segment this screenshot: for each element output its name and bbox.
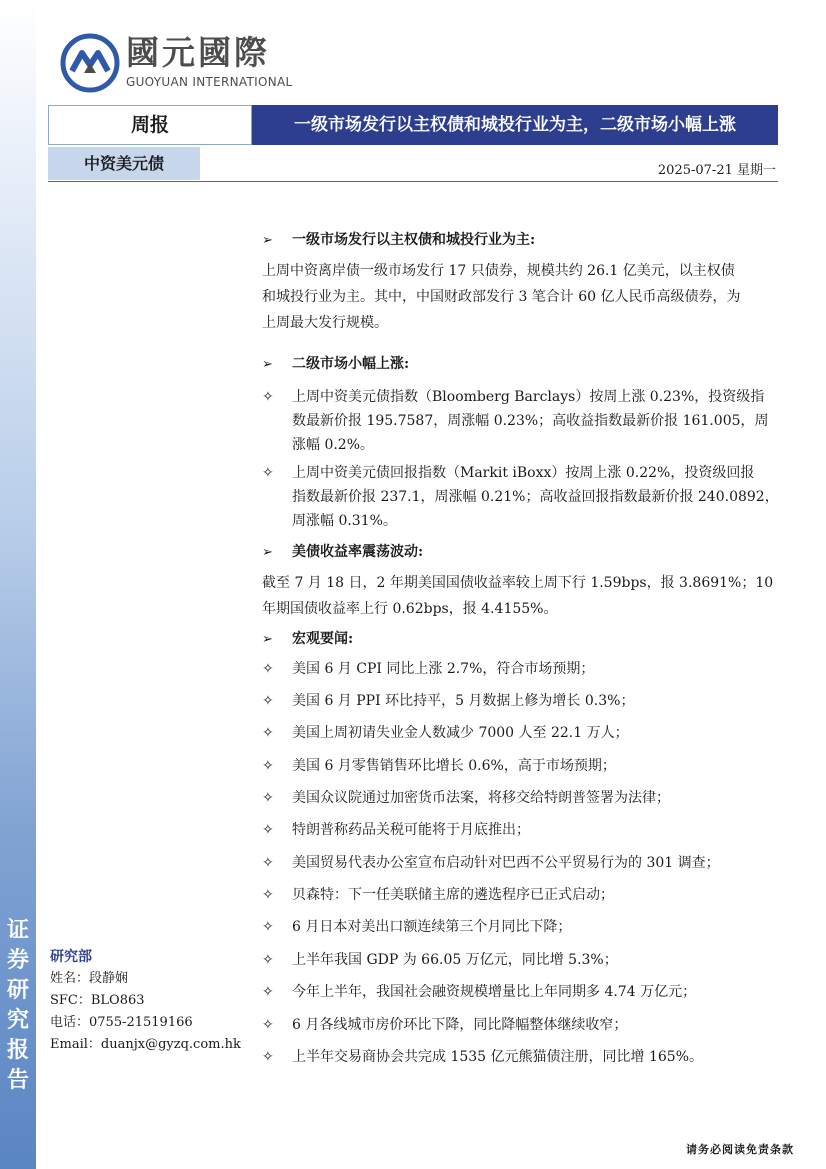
- section-heading-text: 二级市场小幅上涨:: [292, 356, 410, 372]
- section-heading: [262, 229, 535, 249]
- section-heading-text: 一级市场发行以主权债和城投行业为主:: [292, 232, 536, 248]
- diamond-bullet-icon: ✧: [262, 1017, 274, 1033]
- analyst-sfc: SFC：BLO863: [50, 993, 145, 1008]
- diamond-bullet-icon: ✧: [262, 725, 274, 741]
- analyst-phone: 电话：0755-21519166: [50, 1015, 193, 1030]
- diamond-bullet-icon: ✧: [262, 919, 274, 935]
- list-item: [262, 1045, 782, 1069]
- header-title-row: [48, 105, 778, 145]
- list-item-text: 美国贸易代表办公室宣布启动针对巴西不公平贸易行为的 301 调查；: [292, 855, 720, 871]
- list-item-text: 上半年交易商协会共完成 1535 亿元熊猫债注册，同比增 165%。: [292, 1049, 704, 1065]
- guoyuan-logo-icon: [60, 33, 120, 93]
- report-type-label: 周报: [48, 105, 252, 145]
- list-item-text: 贝森特：下一任美联储主席的遴选程序已正式启动；: [292, 887, 614, 903]
- diamond-bullet-icon: ✧: [262, 758, 274, 774]
- sidebar-title: [0, 915, 36, 1095]
- list-item: [262, 786, 782, 810]
- section-heading: [262, 541, 423, 561]
- arrow-bullet-icon: ➢: [262, 632, 273, 647]
- section-paragraph: 截至 7 月 18 日，2 年期美国国债收益率较上周下行 1.59bps，报 3.8691%；10 年期国债收益率上行 0.62bps，报 4.4155%。: [262, 575, 774, 617]
- report-date: 2025-07-21 星期一: [657, 163, 776, 178]
- arrow-bullet-icon: ➢: [262, 357, 273, 372]
- diamond-bullet-icon: ✧: [262, 389, 274, 405]
- analyst-contact: [50, 946, 250, 1056]
- list-item: [262, 461, 782, 533]
- analyst-email[interactable]: Email：duanjx@gyzq.com.hk: [50, 1037, 241, 1052]
- company-logo: [60, 33, 293, 93]
- sidebar-char: 究: [6, 1007, 29, 1033]
- list-item: [262, 689, 782, 713]
- list-item-text: 美国众议院通过加密货币法案，将移交给特朗普签署为法律；: [292, 790, 670, 806]
- department-name: 研究部: [50, 949, 92, 965]
- section-paragraph: 上周中资离岸债一级市场发行 17 只债券，规模共约 26.1 亿美元，以主权债 和城投行业为主。其中，中国财政部发行 3 笔合计 60 亿人民币高级债券，为 上周最大发行规模。: [262, 263, 741, 331]
- list-item: [262, 385, 782, 457]
- arrow-bullet-icon: ➢: [262, 545, 273, 560]
- list-item: [262, 1013, 782, 1037]
- section-heading-text: 美债收益率震荡波动:: [292, 544, 424, 560]
- list-item-text: 美国上周初请失业金人数减少 7000 人至 22.1 万人；: [292, 725, 629, 741]
- analyst-name: 姓名：段静娴: [50, 971, 129, 986]
- list-item-text: 6 月各线城市房价环比下降，同比降幅整体继续收窄；: [292, 1017, 628, 1033]
- diamond-bullet-icon: ✧: [262, 887, 274, 903]
- disclaimer-notice: 请务必阅读免责条款: [686, 1143, 794, 1156]
- list-item-text: 上周中资美元债指数（Bloomberg Barclays）按周上涨 0.23%，投资级指 数最新价报 195.7587，周涨幅 0.23%；高收益指数最新价报 161.005，周 涨幅 0.2%。: [292, 389, 769, 453]
- diamond-bullet-icon: ✧: [262, 822, 274, 838]
- logo-chinese-name: 國元國際: [126, 33, 270, 72]
- diamond-bullet-icon: ✧: [262, 693, 274, 709]
- list-item: [262, 948, 782, 972]
- list-item-text: 上半年我国 GDP 为 66.05 万亿元，同比增 5.3%；: [292, 952, 618, 968]
- list-item-text: 今年上半年，我国社会融资规模增量比上年同期多 4.74 万亿元；: [292, 984, 697, 1000]
- diamond-bullet-icon: ✧: [262, 952, 274, 968]
- list-item-text: 美国 6 月 CPI 同比上涨 2.7%，符合市场预期；: [292, 661, 595, 677]
- section-heading-text: 宏观要闻:: [292, 631, 354, 647]
- side-band: [0, 0, 36, 1169]
- diamond-bullet-icon: ✧: [262, 855, 274, 871]
- logo-english-name: GUOYUAN INTERNATIONAL: [126, 75, 293, 89]
- list-item: [262, 980, 782, 1004]
- header-category-row: [48, 147, 778, 182]
- sidebar-char: 研: [6, 977, 29, 1003]
- list-item: [262, 915, 782, 939]
- section-heading: [262, 628, 353, 648]
- sidebar-char: 告: [6, 1067, 29, 1093]
- sidebar-char: 报: [6, 1037, 29, 1063]
- arrow-bullet-icon: ➢: [262, 233, 273, 248]
- report-category: 中资美元债: [48, 147, 200, 180]
- diamond-bullet-icon: ✧: [262, 984, 274, 1000]
- list-item: [262, 657, 782, 681]
- list-item-text: 美国 6 月 PPI 环比持平，5 月数据上修为增长 0.3%；: [292, 693, 635, 709]
- list-item: [262, 721, 782, 745]
- report-title: 一级市场发行以主权债和城投行业为主，二级市场小幅上涨: [252, 105, 778, 145]
- diamond-bullet-icon: ✧: [262, 661, 274, 677]
- list-item: [262, 883, 782, 907]
- list-item: [262, 754, 782, 778]
- list-item: [262, 818, 782, 842]
- sidebar-char: 证: [6, 917, 29, 943]
- list-item-text: 上周中资美元债回报指数（Markit iBoxx）按周上涨 0.22%，投资级回报 指数最新价报 237.1，周涨幅 0.21%；高收益回报指数最新价报 240.0892， 周涨幅 0.31%。: [292, 465, 779, 529]
- list-item: [262, 851, 782, 875]
- diamond-bullet-icon: ✧: [262, 1049, 274, 1065]
- list-item-text: 美国 6 月零售销售环比增长 0.6%，高于市场预期；: [292, 758, 616, 774]
- diamond-bullet-icon: ✧: [262, 465, 274, 481]
- section-heading: [262, 353, 409, 373]
- diamond-bullet-icon: ✧: [262, 790, 274, 806]
- list-item-text: 特朗普称药品关税可能将于月底推出；: [292, 822, 530, 838]
- list-item-text: 6 月日本对美出口额连续第三个月同比下降；: [292, 919, 572, 935]
- sidebar-char: 券: [6, 947, 29, 973]
